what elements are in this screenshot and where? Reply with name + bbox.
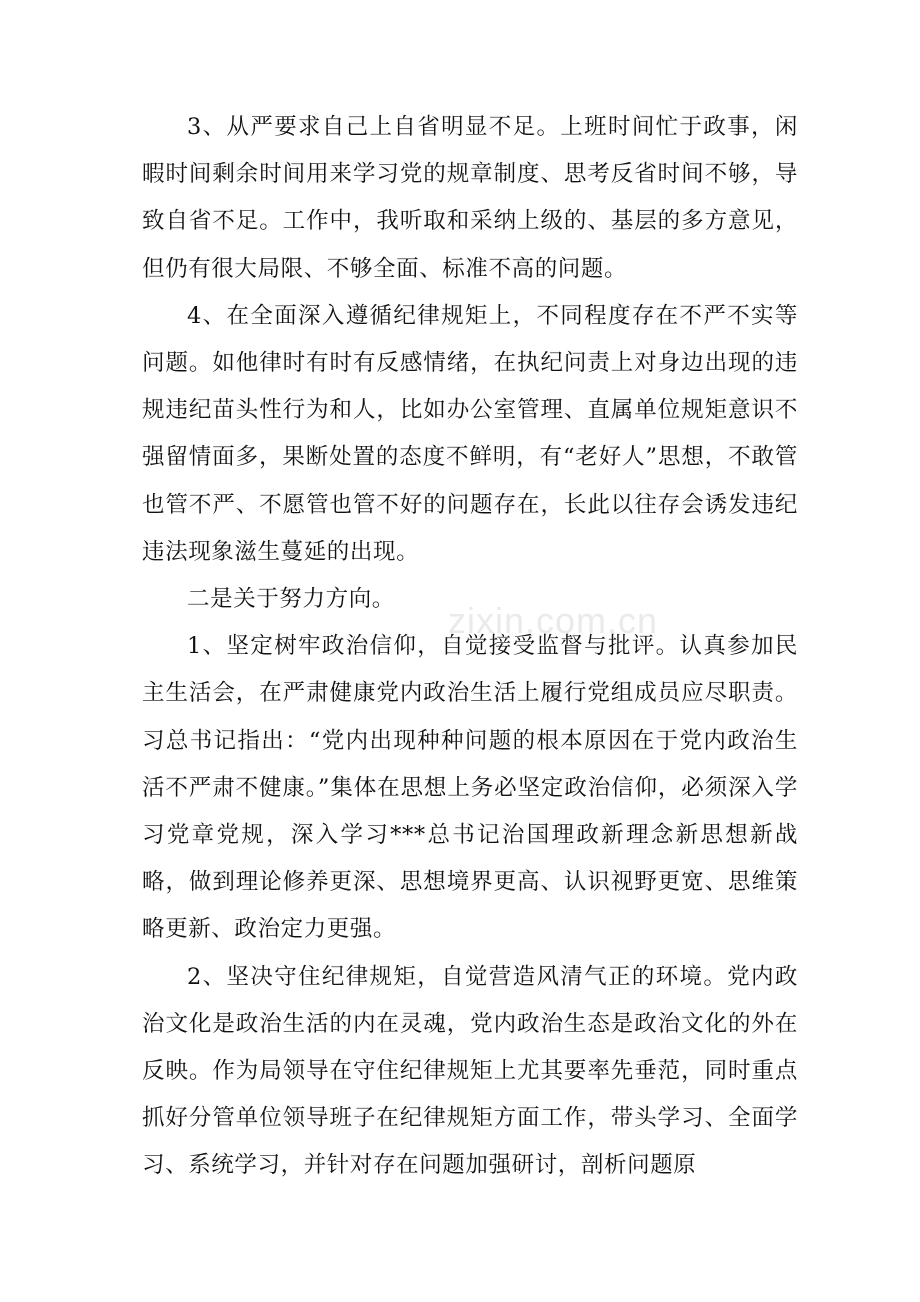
- paragraph-point-4: 4、在全面深入遵循纪律规矩上，不同程度存在不严不实等问题。如他律时有时有反感情绪，在执纪问责上对身边出现的违规违纪苗头性行为和人，比如办公室管理、直属单位规矩意识不强留情面多，果断处置的态度不鲜明，有“老好人”思想，不敢管也管不严、不愿管也管不好的问题存在，长此以往存会诱发违纪违法现象滋生蔓延的出现。: [142, 302, 798, 565]
- paragraph-direction-1: 1、坚定树牢政治信仰，自觉接受监督与批评。认真参加民主生活会，在严肃健康党内政治生活上履行党组成员应尽职责。习总书记指出：“党内出现种种问题的根本原因在于党内政治生活不严肃不健康。”集体在思想上务必坚定政治信仰，必须深入学习党章党规，深入学习***总书记治国理政新理念新思想新战略，做到理论修养更深、思想境界更高、认识视野更宽、思维策略更新、政治定力更强。: [142, 633, 798, 943]
- site-watermark: zixin.com.cn: [448, 600, 659, 641]
- section-heading-direction: 二是关于努力方向。: [187, 586, 395, 613]
- document-body: [142, 104, 798, 1190]
- paragraph-direction-2: 2、坚决守住纪律规矩，自觉营造风清气正的环境。党内政治文化是政治生活的内在灵魂，党内政治生态是政治文化的外在反映。作为局领导在守住纪律规矩上尤其要率先垂范，同时重点抓好分管单位领导班子在纪律规矩方面工作，带头学习、全面学习、系统学习，并针对存在问题加强研讨，剖析问题原: [142, 963, 798, 1179]
- paragraph-point-3: 3、从严要求自己上自省明显不足。上班时间忙于政事，闲暇时间剩余时间用来学习党的规章制度、思考反省时间不够，导致自省不足。工作中，我听取和采纳上级的、基层的多方意见，但仍有很大局限、不够全面、标准不高的问题。: [142, 114, 798, 282]
